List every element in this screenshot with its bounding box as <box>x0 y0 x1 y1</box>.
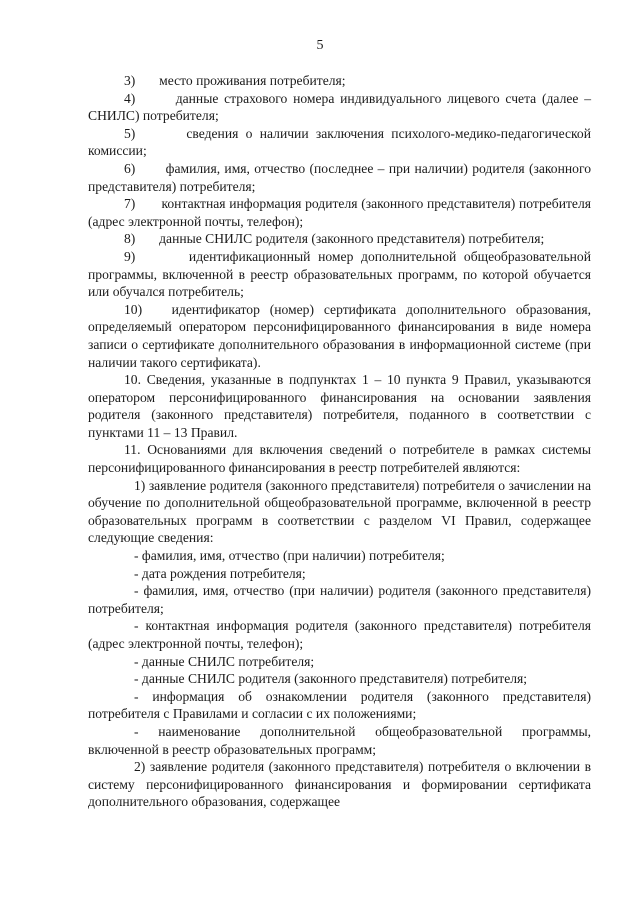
dash-item: - данные СНИЛС родителя (законного представителя) потребителя; <box>134 671 528 687</box>
clause-10: 10. Сведения, указанные в подпунктах 1 – 10 пункта 9 Правил, указываются оператором персонифицированного финансирования на основании заявления родителя (законного представителя) потребителя, поданного в соответствии с пунктами 11 – 13 Правил. <box>88 372 591 440</box>
dash-item: - наименование дополнительной общеобразовательной программы, включенной в реестр образовательных программ; <box>88 723 591 757</box>
clause-11-item-1: 1) заявление родителя (законного представителя) потребителя о зачислении на обучение по дополнительной общеобразовательной программе, включенной в реестр образовательных программ в соответствии с разделом VI Правил, содержащее следующие сведения: <box>88 477 591 546</box>
dash-item: - контактная информация родителя (законного представителя) потребителя (адрес электронной почты, телефон); <box>88 618 591 651</box>
list-item-4: 4) данные страхового номера индивидуального лицевого счета (далее – СНИЛС) потребителя; <box>88 90 591 124</box>
list-item-5: 5) сведения о наличии заключения психолого-медико-педагогической комиссии; <box>88 125 591 159</box>
dash-item: - данные СНИЛС потребителя; <box>134 653 315 669</box>
list-item-7: 7) контактная информация родителя (законного представителя) потребителя (адрес электронной почты, телефон); <box>88 196 591 229</box>
page-number: 5 <box>316 38 324 53</box>
dash-item: - фамилия, имя, отчество (при наличии) родителя (законного представителя) потребителя; <box>88 583 591 616</box>
list-item-9: 9) идентификационный номер дополнительной общеобразовательной программы, включенной в реестр образовательных программ, по которой обучается или обучался потребитель; <box>88 248 591 300</box>
clause-11-item-2: 2) заявление родителя (законного представителя) потребителя о включении в систему персонифицированного финансирования и формировании сертификата дополнительного образования, содержащее <box>88 759 591 810</box>
list-item-10: 10) идентификатор (номер) сертификата дополнительного образования, определяемый оператором персонифицированного финансирования в виде номера записи о сертификате дополнительного образования в информационной системе (при наличии такого сертификата). <box>88 301 591 370</box>
list-item-6: 6) фамилия, имя, отчество (последнее – при наличии) родителя (законного представителя) потребителя; <box>88 160 591 194</box>
clause-11: 11. Основаниями для включения сведений о потребителе в рамках системы персонифицированного финансирования в реестр потребителей являются: <box>88 442 591 476</box>
dash-item: - дата рождения потребителя; <box>134 565 306 581</box>
dash-item: - фамилия, имя, отчество (при наличии) потребителя; <box>134 548 445 564</box>
list-item-8: 8) данные СНИЛС родителя (законного представителя) потребителя; <box>124 231 545 247</box>
dash-item: - информация об ознакомлении родителя (законного представителя) потребителя с Правилами и согласии с их положениями; <box>88 688 591 722</box>
list-item-3: 3) место проживания потребителя; <box>124 73 346 88</box>
document-body <box>88 72 591 811</box>
